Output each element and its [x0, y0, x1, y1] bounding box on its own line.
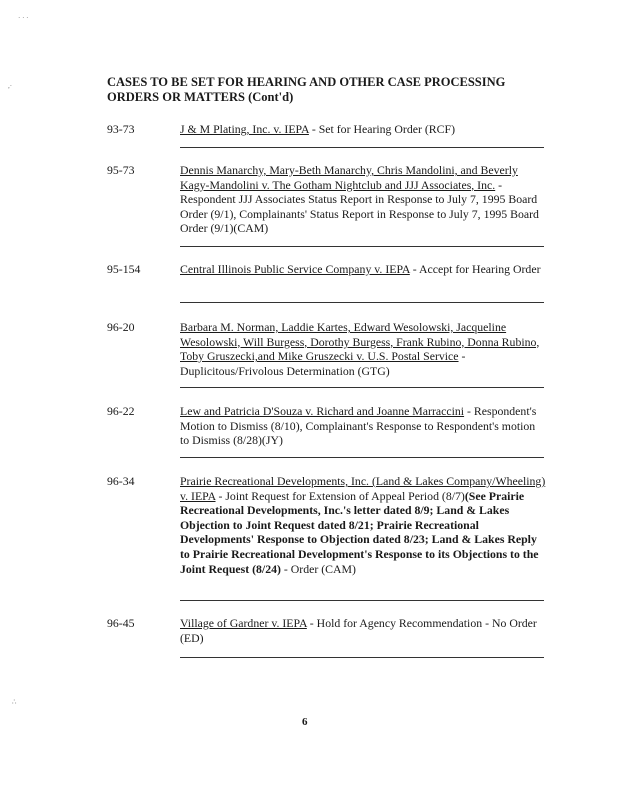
case-parties: Central Illinois Public Service Company v. IEPA	[180, 262, 410, 276]
section-heading	[107, 75, 537, 105]
case-number: 95-73	[107, 163, 135, 177]
case-parties: Village of Gardner v. IEPA	[180, 616, 307, 630]
case-description	[180, 163, 546, 236]
case-description	[180, 262, 546, 277]
case-parties: Dennis Manarchy, Mary-Beth Manarchy, Chris Mandolini, and Beverly Kagy-Mandolini v. The Gotham Nightclub and JJJ Associates, Inc.	[180, 163, 518, 192]
case-parties: Prairie Recreational Developments, Inc. (Land & Lakes Company/Wheeling) v. IEPA	[180, 474, 546, 503]
entry-divider	[180, 657, 544, 658]
scan-speck: · · ·	[18, 14, 29, 22]
case-parties: J & M Plating, Inc. v. IEPA	[180, 122, 309, 136]
case-number: 93-73	[107, 122, 135, 136]
case-description	[180, 616, 546, 645]
case-text: - Joint Request for Extension of Appeal Period (8/7)	[215, 488, 465, 503]
case-number: 96-22	[107, 404, 135, 418]
entry-divider	[180, 147, 544, 148]
case-tail-text: - Order (CAM)	[280, 561, 356, 576]
case-number: 96-45	[107, 616, 135, 630]
heading-line-2: ORDERS OR MATTERS (Cont'd)	[107, 90, 294, 104]
entry-divider	[180, 600, 544, 601]
case-number: 95-154	[107, 262, 141, 276]
case-text: - Set for Hearing Order (RCF)	[308, 122, 456, 136]
case-parties: Barbara M. Norman, Laddie Kartes, Edward Wesolowski, Jacqueline Wesolowski, Will Burgess, Dorothy Burgess, Frank Rubino, Donna Rubino, Toby Gruszecki,and Mike Gruszecki v. U.S. Postal Service	[180, 320, 540, 364]
scan-speck: ∴	[12, 698, 17, 706]
case-description	[180, 474, 546, 576]
case-parties: Lew and Patricia D'Souza v. Richard and Joanne Marraccini	[180, 404, 465, 418]
case-text: - Duplicitous/Frivolous Determination (GTG)	[180, 349, 466, 378]
case-number: 96-34	[107, 474, 135, 488]
case-number: 96-20	[107, 320, 135, 334]
scan-speck: ,·	[8, 82, 13, 90]
case-description	[180, 122, 546, 137]
entry-divider	[180, 302, 544, 303]
case-description	[180, 404, 546, 448]
case-text: - Respondent's Motion to Dismiss (8/10), Complainant's Response to Respondent's motion to Dismiss (8/28)(JY)	[180, 404, 537, 448]
case-text: - Respondent JJJ Associates Status Report in Response to July 7, 1995 Board Order (9/1), Complainants' Status Report in Response to July 7, 1995 Board Order (9/1)(CAM)	[180, 177, 539, 236]
case-description	[180, 320, 546, 378]
case-text: - Hold for Agency Recommendation - No Order (ED)	[180, 616, 537, 645]
entry-divider	[180, 387, 544, 388]
entry-divider	[180, 246, 544, 247]
entry-divider	[180, 457, 544, 458]
case-text: - Accept for Hearing Order	[409, 262, 541, 276]
heading-line-1: CASES TO BE SET FOR HEARING AND OTHER CASE PROCESSING	[107, 75, 506, 89]
page-number: 6	[302, 716, 308, 728]
case-bold-text: (See Prairie Recreational Developments, Inc.'s letter dated 8/9; Land & Lakes Objection to Joint Request dated 8/21; Prairie Recreational Developments' Response to Objection dated 8/23; Land & Lakes Reply to Prairie Recreational Development's Response to its Objections to the Joint Request (8/24)	[180, 488, 539, 576]
